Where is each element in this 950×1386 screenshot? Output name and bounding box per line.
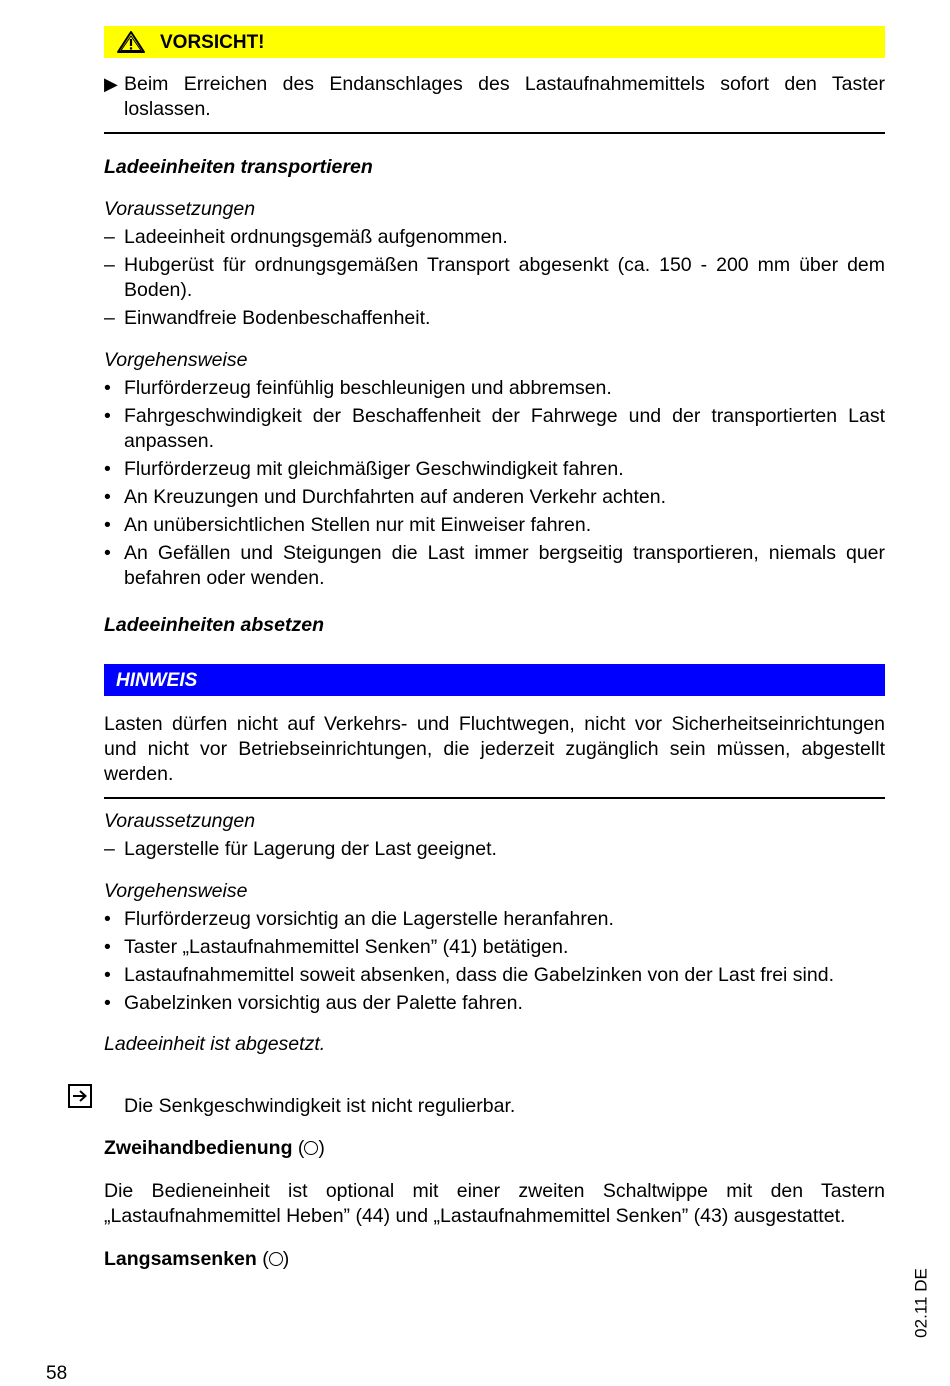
list-item: • Lastaufnahmemittel soweit absenken, dass die Gabelzinken von der Last frei sind. bbox=[104, 964, 834, 986]
result-text: Ladeeinheit ist abgesetzt. bbox=[104, 1033, 326, 1055]
hint-text: Lasten dürfen nicht auf Verkehrs- und Fluchtwegen, nicht vor Sicherheitseinrichtungen und nicht vor Betriebseinrichtungen, die jederzeit zugänglich sein müssen, abgestellt werden. bbox=[104, 713, 885, 785]
procedure-list bbox=[104, 907, 885, 1016]
procedure-label: Vorgehensweise bbox=[104, 349, 248, 371]
list-item: • An Gefällen und Steigungen die Last immer bergseitig transportieren, niemals quer befahren oder wenden. bbox=[104, 542, 885, 589]
list-item: – Ladeeinheit ordnungsgemäß aufgenommen. bbox=[104, 226, 508, 248]
twohand-text: Die Bedieneinheit ist optional mit einer zweiten Schaltwippe mit den Tastern „Lastaufnahmemittel Heben” (44) und „Lastaufnahmemittel Senken” (43) ausgestattet. bbox=[104, 1180, 885, 1227]
note bbox=[104, 1094, 885, 1119]
caution-label: VORSICHT! bbox=[160, 31, 265, 53]
page-number: 58 bbox=[46, 1363, 68, 1384]
note-text: Die Senkgeschwindigkeit ist nicht regulierbar. bbox=[124, 1095, 516, 1117]
list-item: – Einwandfreie Bodenbeschaffenheit. bbox=[104, 307, 431, 329]
list-item: – Lagerstelle für Lagerung der Last geeignet. bbox=[104, 838, 497, 860]
procedure-list bbox=[104, 376, 885, 591]
divider bbox=[104, 132, 885, 134]
content-column bbox=[104, 26, 885, 1272]
arrow-right-icon bbox=[68, 1084, 92, 1108]
list-item: • Gabelzinken vorsichtig aus der Palette fahren. bbox=[104, 992, 523, 1014]
hint-label: HINWEIS bbox=[116, 669, 198, 691]
caution-instruction bbox=[104, 72, 885, 122]
section-heading-twohand: Zweihandbedienung ( ) bbox=[104, 1137, 325, 1159]
prereq-label: Voraussetzungen bbox=[104, 810, 256, 832]
prereq-list bbox=[104, 225, 885, 331]
section-heading-slowlower: Langsamsenken ( ) bbox=[104, 1248, 290, 1270]
warning-triangle-icon bbox=[116, 30, 146, 54]
list-item: • An Kreuzungen und Durchfahrten auf anderen Verkehr achten. bbox=[104, 486, 667, 508]
prereq-label: Voraussetzungen bbox=[104, 198, 256, 220]
section-heading-transport: Ladeeinheiten transportieren bbox=[104, 156, 373, 178]
arrow-marker-icon: ▶ bbox=[104, 74, 118, 94]
optional-circle-icon bbox=[304, 1141, 318, 1155]
optional-circle-icon bbox=[269, 1252, 283, 1266]
prereq-list bbox=[104, 837, 885, 862]
list-item: • An unübersichtlichen Stellen nur mit Einweiser fahren. bbox=[104, 514, 592, 536]
procedure-label: Vorgehensweise bbox=[104, 880, 248, 902]
list-item: – Hubgerüst für ordnungsgemäßen Transport abgesenkt (ca. 150 - 200 mm über dem Boden). bbox=[104, 254, 885, 301]
list-item: • Fahrgeschwindigkeit der Beschaffenheit der Fahrwege und der transportierten Last anpassen. bbox=[104, 405, 885, 452]
list-item: • Flurförderzeug vorsichtig an die Lagerstelle heranfahren. bbox=[104, 908, 614, 930]
caution-text: Beim Erreichen des Endanschlages des Lastaufnahmemittels sofort den Taster loslassen. bbox=[124, 73, 885, 120]
list-item: • Flurförderzeug mit gleichmäßiger Geschwindigkeit fahren. bbox=[104, 458, 624, 480]
divider bbox=[104, 797, 885, 799]
caution-banner bbox=[104, 26, 885, 58]
edition-label: 02.11 DE bbox=[911, 1268, 931, 1338]
section-heading-setdown: Ladeeinheiten absetzen bbox=[104, 614, 324, 636]
list-item: • Flurförderzeug feinfühlig beschleunigen und abbremsen. bbox=[104, 377, 612, 399]
list-item: • Taster „Lastaufnahmemittel Senken” (41) betätigen. bbox=[104, 936, 569, 958]
hint-banner bbox=[104, 664, 885, 696]
